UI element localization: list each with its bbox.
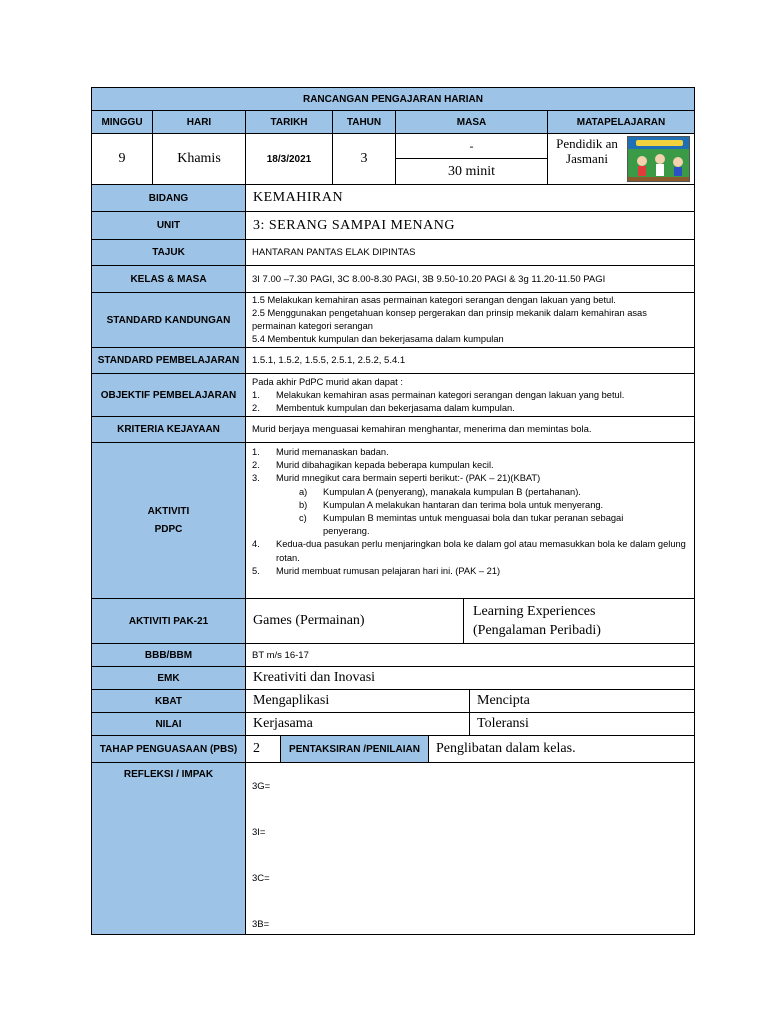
nilai-value1: Kerjasama <box>245 712 470 736</box>
tahap-label: TAHAP PENGUASAAN (PBS) <box>91 735 246 763</box>
list-item: 3. Murid mnegikut cara bermain seperti berikut:- (PAK – 21)(KBAT) <box>252 473 541 484</box>
refleksi-entry-3c: 3C= <box>252 873 270 884</box>
unit-value: 3: SERANG SAMPAI MENANG <box>245 211 695 240</box>
objektif-list <box>252 389 688 415</box>
standard-kandungan-value <box>245 292 695 348</box>
kriteria-label: KRITERIA KEJAYAAN <box>91 416 246 443</box>
refleksi-entry-3i: 3I= <box>252 827 266 838</box>
pentaksiran-label: PENTAKSIRAN /PENILAIAN <box>280 735 429 763</box>
masa-header: MASA <box>395 110 548 134</box>
tajuk-label: TAJUK <box>91 239 246 266</box>
hari-value: Khamis <box>152 133 246 185</box>
aktiviti-label-line2: PDPC <box>154 523 183 535</box>
pak21-value1: Games (Permainan) <box>245 598 464 644</box>
kelas-masa-value: 3I 7.00 –7.30 PAGI, 3C 8.00-8.30 PAGI, 3B 9.50-10.20 PAGI & 3g 11.20-11.50 PAGI <box>245 265 695 293</box>
list-item: a) Kumpulan A (penyerang), manakala kumpulan B (pertahanan). <box>299 486 581 497</box>
objektif-value <box>245 373 695 417</box>
kbat-value1: Mengaplikasi <box>245 689 470 713</box>
hari-header: HARI <box>152 110 246 134</box>
refleksi-entry-3g: 3G= <box>252 781 271 792</box>
kelas-masa-label: KELAS & MASA <box>91 265 246 293</box>
minggu-value: 9 <box>91 133 153 185</box>
refleksi-label: REFLEKSI / IMPAK <box>91 762 246 935</box>
matapelajaran-cell <box>547 133 695 185</box>
bbb-label: BBB/BBM <box>91 643 246 667</box>
list-item: 1. Melakukan kemahiran asas permainan kategori serangan dengan lakuan yang betul. <box>252 390 625 400</box>
tarikh-value: 18/3/2021 <box>245 133 333 185</box>
list-item: 2. Murid dibahagikan kepada beberapa kumpulan kecil. <box>252 460 494 471</box>
lesson-plan-table <box>91 87 695 935</box>
masa-top-value: - <box>395 133 548 159</box>
aktiviti-label-line1: AKTIVITI <box>147 505 190 517</box>
emk-value: Kreativiti dan Inovasi <box>245 666 695 690</box>
sk-line: 2.5 Menggunakan pengetahuan konsep pergerakan dan prinsip mekanik dalam kemahiran asas permainan kategori serangan <box>252 308 647 331</box>
standard-pembelajaran-label: STANDARD PEMBELAJARAN <box>91 347 246 374</box>
nilai-label: NILAI <box>91 712 246 736</box>
standard-pembelajaran-value: 1.5.1, 1.5.2, 1.5.5, 2.5.1, 2.5.2, 5.4.1 <box>245 347 695 374</box>
nilai-value2: Toleransi <box>469 712 695 736</box>
list-item: 4. Kedua-dua pasukan perlu menjaringkan bola ke dalam gol atau memasukkan bola ke dalam gelung rotan. <box>252 539 686 563</box>
aktiviti-value <box>245 442 695 599</box>
objektif-intro: Pada akhir PdPC murid akan dapat : <box>252 377 403 387</box>
aktiviti-label <box>91 442 246 599</box>
matapelajaran-header: MATAPELAJARAN <box>547 110 695 134</box>
pak21-label: AKTIVITI PAK-21 <box>91 598 246 644</box>
sk-line: 1.5 Melakukan kemahiran asas permainan kategori serangan dengan lakuan yang betul. <box>252 295 616 305</box>
tahun-header: TAHUN <box>332 110 396 134</box>
list-item: 2. Membentuk kumpulan dan bekerjasama dalam kumpulan. <box>252 403 515 413</box>
pak21-value2-line1: Learning Experiences <box>473 604 596 619</box>
pak21-value2-line2: (Pengalaman Peribadi) <box>473 623 601 638</box>
pentaksiran-value: Penglibatan dalam kelas. <box>428 735 695 763</box>
objektif-label: OBJEKTIF PEMBELAJARAN <box>91 373 246 417</box>
bidang-value: KEMAHIRAN <box>245 184 695 212</box>
list-item: 1. Murid memanaskan badan. <box>252 447 389 457</box>
list-item: c) Kumpulan B memintas untuk menguasai bola dan tukar peranan sebagai penyerang. <box>299 513 624 537</box>
textbook-cover-icon <box>627 136 690 182</box>
matapelajaran-value: Pendidik an Jasmani <box>556 136 618 166</box>
emk-label: EMK <box>91 666 246 690</box>
kriteria-value: Murid berjaya menguasai kemahiran menghantar, menerima dan memintas bola. <box>245 416 695 443</box>
minggu-header: MINGGU <box>91 110 153 134</box>
unit-label: UNIT <box>91 211 246 240</box>
kbat-label: KBAT <box>91 689 246 713</box>
tarikh-header: TARIKH <box>245 110 333 134</box>
kbat-value2: Mencipta <box>469 689 695 713</box>
masa-bottom-value: 30 minit <box>395 158 548 185</box>
pak21-value2 <box>463 598 695 644</box>
tajuk-value: HANTARAN PANTAS ELAK DIPINTAS <box>245 239 695 266</box>
tahap-value: 2 <box>245 735 281 763</box>
plan-title: RANCANGAN PENGAJARAN HARIAN <box>91 87 695 111</box>
tahun-value: 3 <box>332 133 396 185</box>
list-item: b) Kumpulan A melakukan hantaran dan terima bola untuk menyerang. <box>299 499 604 510</box>
aktiviti-list <box>252 446 688 578</box>
list-item: 5. Murid membuat rumusan pelajaran hari ini. (PAK – 21) <box>252 565 501 576</box>
refleksi-value <box>245 762 695 935</box>
bidang-label: BIDANG <box>91 184 246 212</box>
standard-kandungan-label: STANDARD KANDUNGAN <box>91 292 246 348</box>
sk-line: 5.4 Membentuk kumpulan dan bekerjasama dalam kumpulan <box>252 334 504 344</box>
bbb-value: BT m/s 16-17 <box>245 643 695 667</box>
refleksi-entry-3b: 3B= <box>252 919 270 930</box>
